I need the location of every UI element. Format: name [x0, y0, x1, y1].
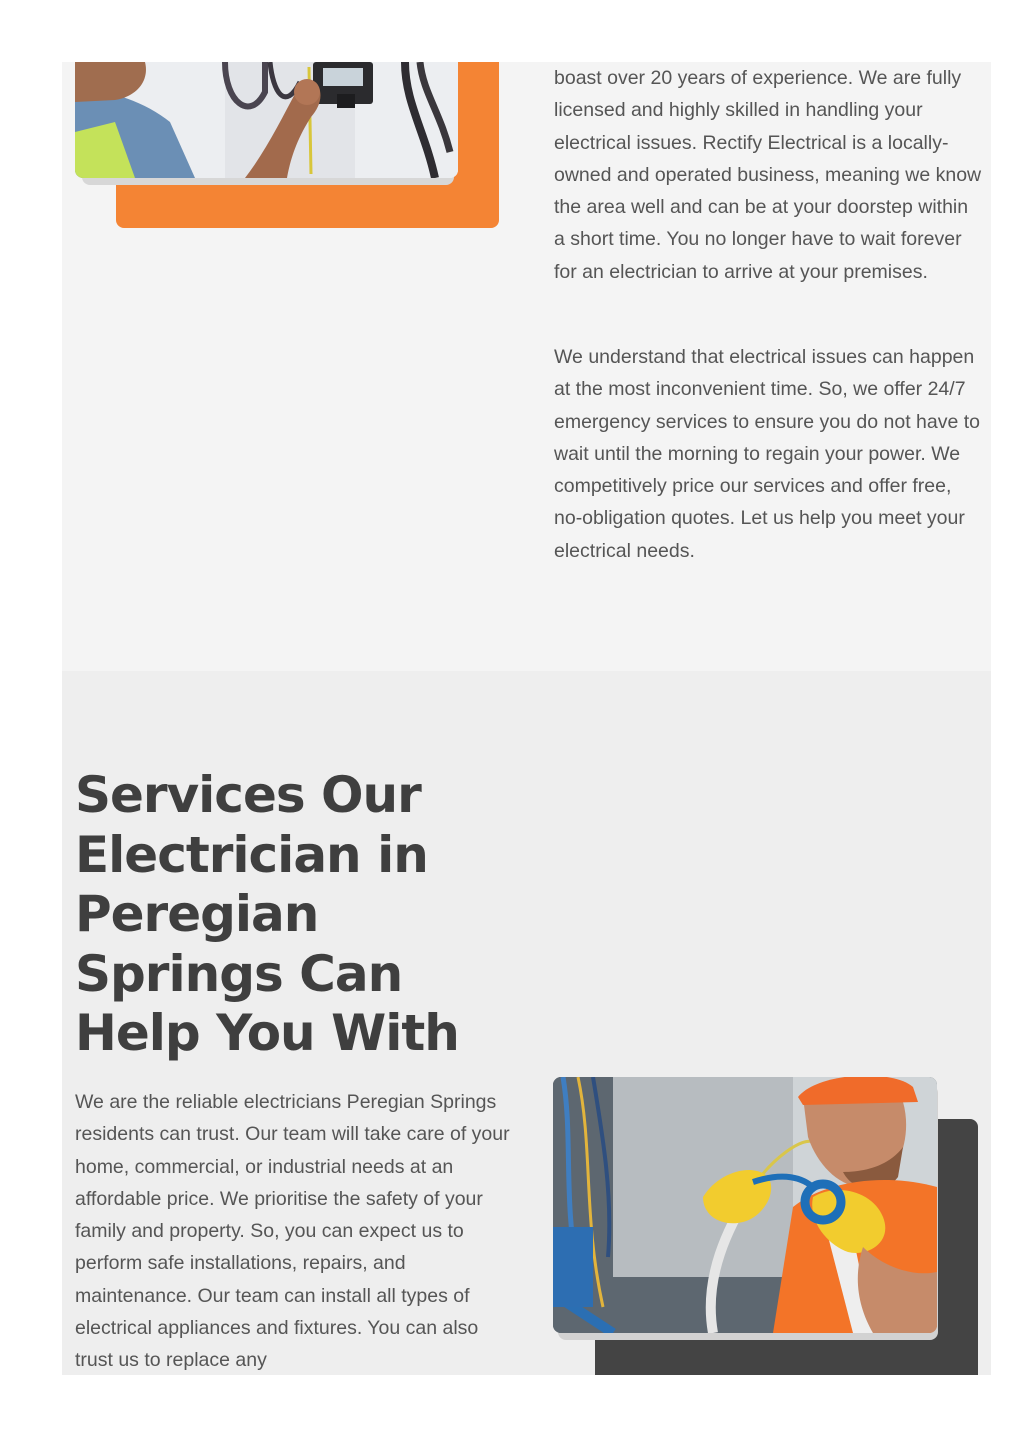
- electrician-meter-photo: [75, 62, 458, 178]
- services-paragraph: We are the reliable electricians Peregian Springs residents can trust. Our team will take care of your home, commercial, or industrial needs at an affordable price. We prioritise the safety of your family and property. So, you can expect us to perform safe installations, repairs, and maintenance. Our team can install all types of electrical appliances and fixtures. You can also trust us to replace any: [75, 1091, 510, 1372]
- electrician-wiring-photo: [553, 1077, 937, 1333]
- about-section: [62, 62, 991, 671]
- services-heading: Services Our Electrician in Peregian Springs Can Help You With: [75, 766, 459, 1062]
- about-paragraph-1: boast over 20 years of experience. We are fully licensed and highly skilled in handling your electrical issues. Rectify Electrical is a locally-owned and operated business, meaning we know the area well and can be at your doorstep within a short time. You no longer have to wait forever for an electrician to arrive at your premises.: [554, 67, 982, 283]
- services-section: [62, 671, 991, 1375]
- about-paragraph-2: We understand that electrical issues can happen at the most inconvenient time. So, we offer 24/7 emergency services to ensure you do not have to wait until the morning to regain your power. We competitively price our services and offer free, no-obligation quotes. Let us help you meet your electrical needs.: [554, 346, 980, 562]
